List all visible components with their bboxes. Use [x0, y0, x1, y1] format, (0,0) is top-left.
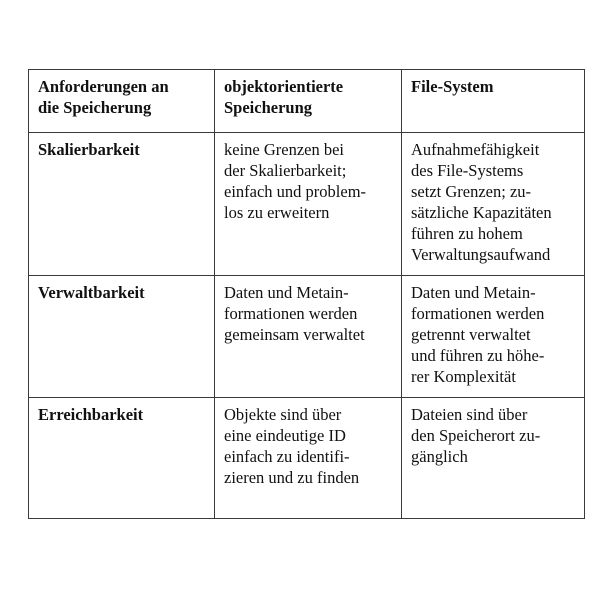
cell-object-storage: keine Grenzen bei der Skalierbarkeit; einfach und problem- los zu erweitern [215, 133, 402, 276]
row-label-verwaltbarkeit: Verwaltbarkeit [29, 276, 215, 397]
table-row [29, 133, 585, 276]
cell-file-system: Aufnahmefähigkeit des File-Systems setzt Grenzen; zu- sätzliche Kapazitäten führen zu hohem Verwaltungsaufwand [402, 133, 585, 276]
cell-object-storage: Daten und Metain- formationen werden gemeinsam verwaltet [215, 276, 402, 397]
header-object-storage: objektorientierte Speicherung [215, 70, 402, 133]
comparison-table [28, 69, 585, 519]
table-row [29, 276, 585, 397]
table-header-row [29, 70, 585, 133]
row-label-skalierbarkeit: Skalierbarkeit [29, 133, 215, 276]
row-label-erreichbarkeit: Erreichbarkeit [29, 397, 215, 518]
cell-object-storage: Objekte sind über eine eindeutige ID einfach zu identifi- zieren und zu finden [215, 397, 402, 518]
cell-file-system: Daten und Metain- formationen werden getrennt verwaltet und führen zu höhe- rer Komplexität [402, 276, 585, 397]
header-file-system: File-System [402, 70, 585, 133]
cell-file-system: Dateien sind über den Speicherort zu- gänglich [402, 397, 585, 518]
header-requirements: Anforderungen an die Speicherung [29, 70, 215, 133]
table-row [29, 397, 585, 518]
